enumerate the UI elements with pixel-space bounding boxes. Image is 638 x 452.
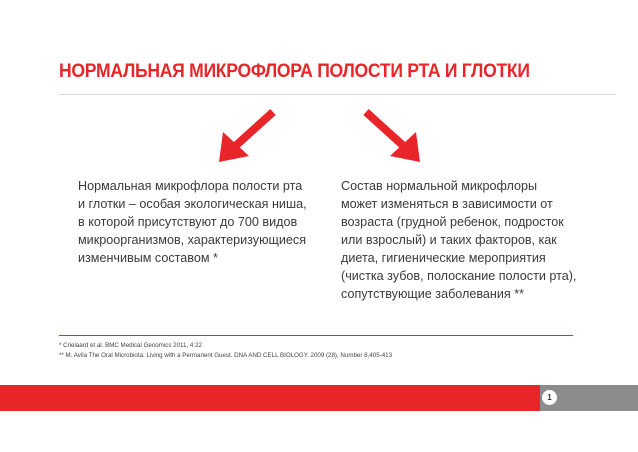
- left-text-line: микроорганизмов, характеризующиеся: [78, 233, 307, 247]
- left-text-line: в которой присутствуют до 700 видов: [78, 215, 298, 229]
- footnote-divider: [59, 335, 573, 336]
- footnote-1: * Crielaard et al. BMC Medical Genomics 2011, 4:22: [59, 342, 202, 349]
- right-text-line: диета, гигиенические мероприятия: [341, 251, 546, 265]
- left-text-line: и глотки – особая экологическая ниша,: [78, 197, 307, 211]
- right-text-column: [341, 177, 581, 303]
- title-divider: [59, 94, 615, 95]
- arrow-down-left-icon: [213, 108, 283, 168]
- right-text-line: может изменяться в зависимости от: [341, 197, 553, 211]
- right-text-line: сопутствующие заболевания **: [341, 287, 525, 301]
- arrow-down-right-icon: [356, 108, 426, 168]
- left-text-column: [78, 177, 318, 267]
- footer-band-red: [0, 385, 540, 411]
- right-text-line: (чистка зубов, полоскание полости рта),: [341, 269, 577, 283]
- footnote-2: ** M. Avila The Oral Microbiota: Living with a Permanent Guest. DNA AND CELL BIOLOGY. 2009 (28), Number 8,405-413: [59, 351, 393, 359]
- slide-title: НОРМАЛЬНАЯ МИКРОФЛОРА ПОЛОСТИ РТА И ГЛОТКИ: [59, 60, 530, 82]
- right-text-line: Состав нормальной микрофлоры: [341, 179, 538, 193]
- right-text-line: возраста (грудной ребенок, подросток: [341, 215, 564, 229]
- left-text-line: Нормальная микрофлора полости рта: [78, 179, 303, 193]
- page-number-badge: 1: [542, 390, 557, 405]
- right-text-line: или взрослый) и таких факторов, как: [341, 233, 557, 247]
- footnotes: [59, 341, 392, 360]
- left-text-line: изменчивым составом *: [78, 251, 218, 265]
